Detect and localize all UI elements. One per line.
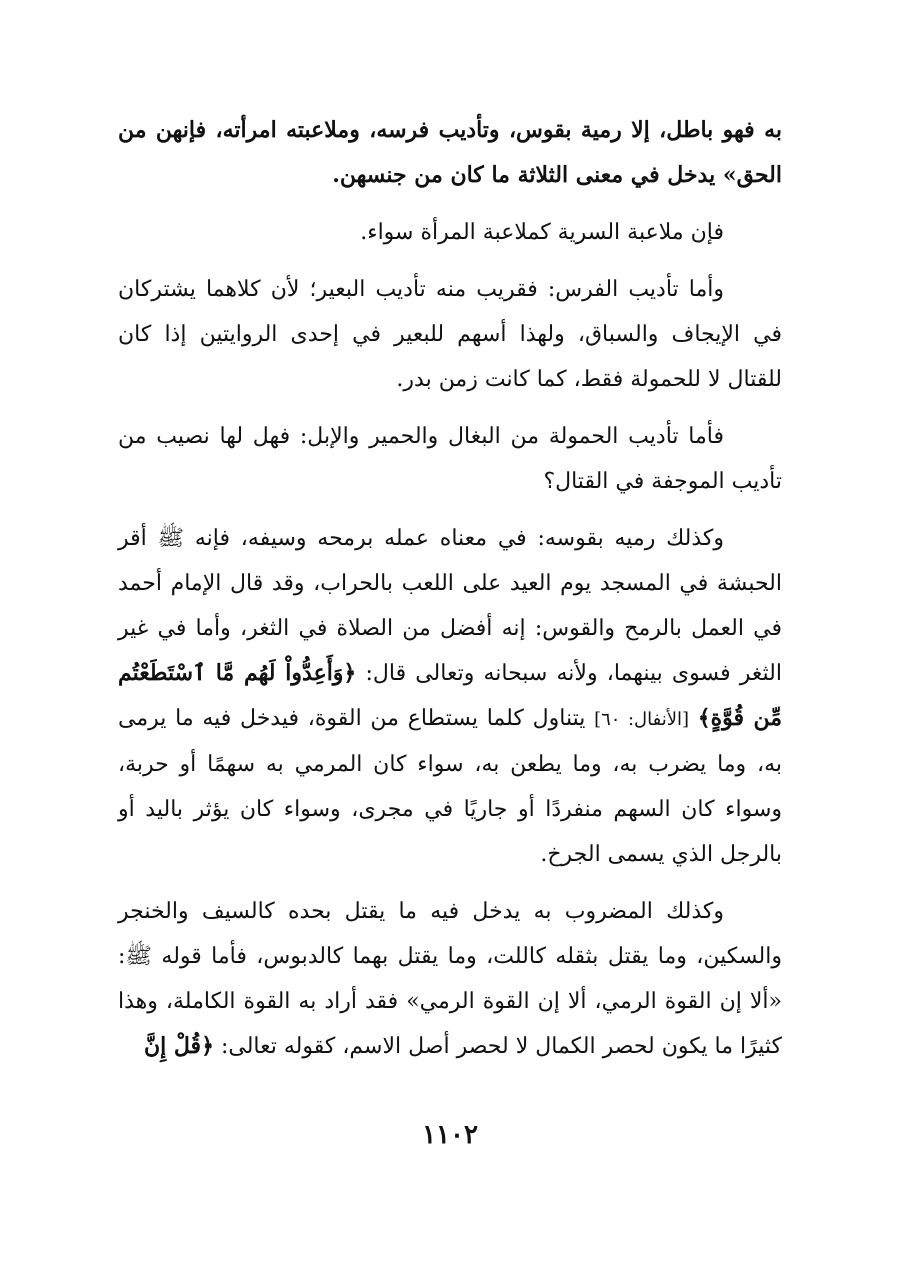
verse-reference: [الأنفال: ٦٠]	[594, 709, 689, 730]
paragraph-6	[118, 889, 782, 1069]
paragraph-3: وأما تأديب الفرس: فقريب منه تأديب البعير؛ لأن كلاهما يشتركان في الإيجاف والسباق، ولهذا أسهم للبعير في إحدى الروايتين إذا كان للقتال لا للحمولة فقط، كما كانت زمن بدر.	[118, 277, 782, 392]
quran-verse-start: ﴿قُلْ إِنَّ	[143, 1033, 214, 1059]
paragraph-6-text-a: وكذلك المضروب به يدخل فيه ما يقتل بحده كالسيف والخنجر والسكين، وما يقتل بثقله كاللت، وما يقتل بهما كالدبوس، فأما قوله ﷺ: «ألا إن القوة الرمي، ألا إن القوة الرمي» فقد أراد به القوة الكاملة، وهذا كثيرًا ما يكون لحصر الكمال لا لحصر أصل الاسم، كقوله تعالى:	[118, 899, 782, 1059]
paragraph-5-text-b: يتناول كلما يستطاع من القوة، فيدخل فيه ما يرمى به، وما يضرب به، وما يطعن به، سواء كان المرمي به سهمًا أو حربة، وسواء كان السهم منفردًا أو جاريًا في مجرى، وسواء كان يؤثر باليد أو بالرجل الذي يسمى الجرخ.	[118, 706, 782, 867]
paragraph-4: فأما تأديب الحمولة من البغال والحمير والإبل: فهل لها نصيب من تأديب الموجفة في القتال؟	[118, 424, 782, 494]
paragraph-5	[118, 516, 782, 877]
document-body	[118, 108, 782, 1081]
quran-verse-anfal: ﴿وَأَعِدُّواْ لَهُم مَّا ٱسْتَطَعْتُم مِّن قُوَّةٍ﴾	[118, 660, 782, 731]
paragraph-5-text-a: وكذلك رميه بقوسه: في معناه عمله برمحه وسيفه، فإنه ﷺ أقر الحبشة في المسجد يوم العيد على اللعب بالحراب، وقد قال الإمام أحمد في العمل بالرمح والقوس: إنه أفضل من الصلاة في الثغر، وأما في غير الثغر فسوى بينهما، ولأنه سبحانه وتعالى قال:	[118, 526, 782, 686]
paragraph-2: فإن ملاعبة السرية كملاعبة المرأة سواء.	[360, 220, 724, 245]
paragraph-1: به فهو باطل، إلا رمية بقوس، وتأديب فرسه، وملاعبته امرأته، فإنهن من الحق» يدخل في معنى الثلاثة ما كان من جنسهن.	[118, 117, 782, 188]
page-number: ١١٠٢	[422, 1120, 478, 1150]
